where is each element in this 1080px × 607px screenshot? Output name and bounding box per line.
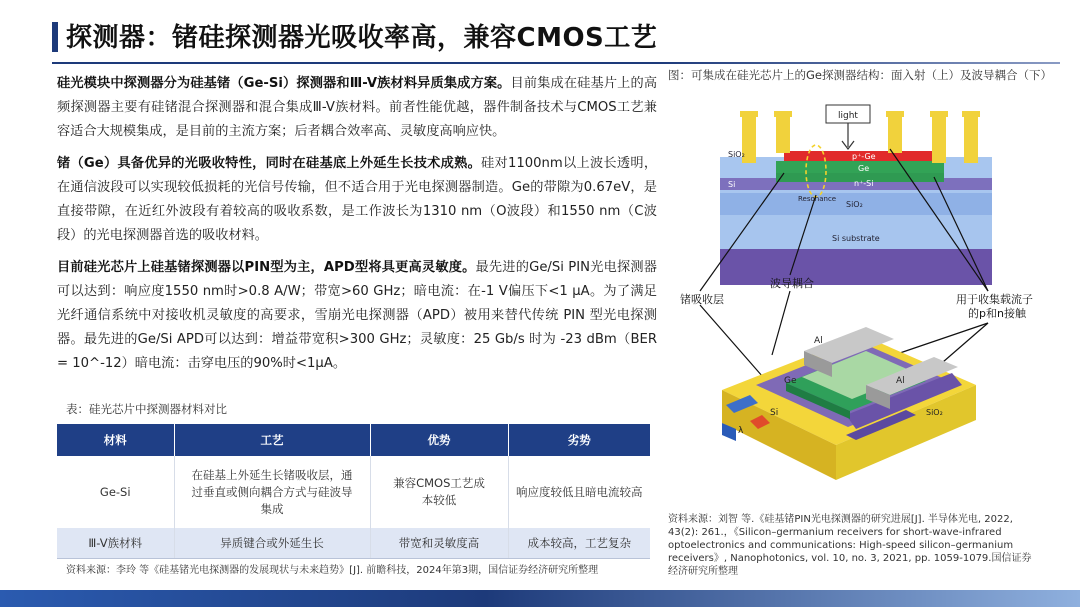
table-cell: 异质键合或外延生长 — [174, 528, 370, 558]
table-header-disadvantage: 劣势 — [508, 424, 650, 456]
table-header-material: 材料 — [57, 424, 174, 456]
page-title: 探测器：锗硅探测器光吸收率高，兼容CMOS工艺 — [66, 23, 658, 53]
paragraph-3-text: 最先进的Ge/Si PIN光电探测器可以达到：响应度1550 nm时>0.8 A/W；带宽>60 GHz；暗电流：在-1 V偏压下<1 μA。为了满足光纤通信系统中对接收机灵敏度的高要求，雪崩光电探测器（APD）被用来替代传统 PIN 型光电探测器。最先进的Ge/Si APD可以达到：增益带宽积>300 GHz；灵敏度：25 Gb/s 时为 -23 dBm（BER = 10^-12）暗电流：击穿电压的90%时<1μA。 — [57, 260, 657, 371]
paragraph-2 — [57, 152, 657, 248]
si-label: Si — [728, 180, 736, 189]
ge-label: Ge — [858, 164, 870, 173]
table-cell: 在硅基上外延生长锗吸收层，通过垂直或侧向耦合方式与硅波导集成 — [174, 456, 370, 528]
contact-label-line1: 用于收集载流子 — [956, 293, 1033, 306]
contact-pillar — [964, 115, 978, 163]
paragraph-3 — [57, 256, 657, 376]
table-cell: Ⅲ-V族材料 — [57, 528, 174, 558]
paragraph-1-lead: 硅光模块中探测器分为硅基锗（Ge-Si）探测器和Ⅲ-V族材料异质集成方案。 — [57, 76, 511, 91]
bottom-band — [0, 590, 1080, 607]
sio2-box-layer — [720, 215, 992, 249]
table-cell: 兼容CMOS工艺成本较低 — [370, 456, 508, 528]
body-text — [57, 72, 657, 384]
paragraph-1-text: 目前集成在硅基片上的高频探测器主要有硅锗混合探测器和混合集成Ⅲ-V族材料。前者性能优越，器件制备技术与CMOS工艺兼容适合大规模集成，是目前的主流方案；后者耦合效率高、灵敏度高响应快。 — [57, 76, 658, 139]
title-bar — [52, 18, 1042, 62]
contact-pillar — [932, 115, 946, 163]
contact-pillar — [888, 115, 902, 153]
title-accent-bar — [52, 22, 58, 52]
p-ge-label: p⁺-Ge — [852, 152, 876, 161]
table-bottom-rule — [57, 558, 650, 559]
paragraph-1 — [57, 72, 657, 144]
table-header-row — [57, 424, 650, 456]
al-label: Al — [814, 336, 823, 346]
sio2-label: SiO₂ — [846, 200, 863, 209]
si-substrate — [720, 249, 992, 285]
n-si-label: n⁺-Si — [854, 179, 874, 188]
figure-source: 资料来源：刘智 等.《硅基锗PIN光电探测器的研究进展[J]. 半导体光电, 2022, 43(2): 261.，《Silicon–germanium receivers for short-wave-infrared optoelectronics and communications: High-speed silicon–germanium receivers》, Nanophotonics, vol. 10, no. 3, 2021, pp. 1059-1079.国信证券经济研究所整理 — [668, 514, 1032, 577]
absorb-layer-label: 锗吸收层 — [680, 293, 724, 306]
paragraph-2-text: 硅对1100nm以上波长透明，在通信波段可以实现较低损耗的光信号传输，但不适合用于光电探测器制造。Ge的带隙为0.67eV，是直接带隙，在近红外波段有着较高的吸收系数，是工作波长为1310 nm（O波段）和1550 nm（C波段）的光电探测器首选的吸收材料。 — [57, 156, 658, 243]
top-diagram — [720, 105, 992, 285]
resonance-label: Resonance — [798, 195, 837, 203]
sio2-left-label: SiO₂ — [728, 150, 745, 159]
al-label: Al — [896, 376, 905, 386]
table-row — [57, 456, 650, 528]
table-cell: 响应度较低且暗电流较高 — [508, 456, 650, 528]
table-cell: 成本较高，工艺复杂 — [508, 528, 650, 558]
table-header-process: 工艺 — [174, 424, 370, 456]
contact-pillar — [776, 115, 790, 153]
ge-label-bottom: Ge — [784, 376, 797, 386]
substrate-label: Si substrate — [832, 234, 880, 243]
table-header-advantage: 优势 — [370, 424, 508, 456]
contact-label-line2: 的p和n接触 — [968, 307, 1026, 320]
paragraph-3-lead: 目前硅光芯片上硅基锗探测器以PIN型为主，APD型将具更高灵敏度。 — [57, 260, 476, 275]
waveguide-label: 波导耦合 — [770, 277, 814, 290]
table-caption: 表：硅光芯片中探测器材料对比 — [66, 402, 227, 416]
bottom-diagram — [722, 327, 976, 480]
si-label-bottom: Si — [770, 408, 779, 418]
table-source: 资料来源：李玲 等《硅基锗光电探测器的发展现状与未来趋势》[J]. 前瞻科技，2024年第3期，国信证券经济研究所整理 — [66, 565, 599, 576]
comparison-table — [57, 424, 650, 558]
sio2-label-bottom: SiO₂ — [926, 408, 943, 417]
paragraph-2-lead: 锗（Ge）具备优异的光吸收特性，同时在硅基底上外延生长技术成熟。 — [57, 156, 482, 171]
table-cell: Ge-Si — [57, 456, 174, 528]
light-label: light — [838, 111, 858, 121]
title-underline — [52, 62, 1060, 64]
table-cell: 带宽和灵敏度高 — [370, 528, 508, 558]
figure-caption: 图：可集成在硅光芯片上的Ge探测器结构：面入射（上）及波导耦合（下） — [668, 68, 1052, 82]
table-row — [57, 528, 650, 558]
detector-structure-figure — [666, 85, 1046, 510]
lambda-label: λ — [738, 426, 744, 436]
